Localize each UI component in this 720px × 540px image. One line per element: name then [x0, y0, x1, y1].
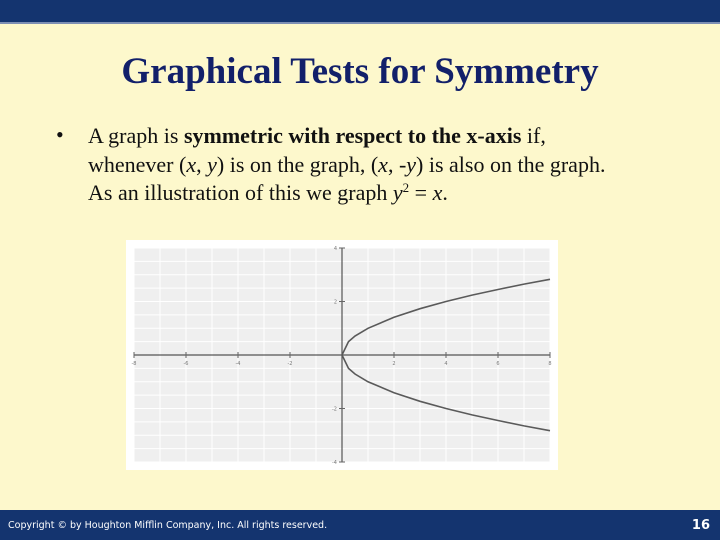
bullet-text: [88, 122, 678, 208]
variable-x: x: [186, 151, 197, 177]
y-tick-label: -2: [332, 406, 337, 413]
variable-y: y: [207, 151, 217, 177]
x-tick-label: -2: [287, 361, 293, 367]
text-run: .: [442, 180, 448, 205]
parabola-graph: [126, 240, 558, 470]
text-run: =: [409, 180, 433, 205]
copyright-text: Copyright © by Houghton Mifflin Company, Inc. All rights reserved.: [8, 520, 328, 531]
emphasis-text: symmetric with respect to the x-axis: [183, 123, 522, 148]
bullet-line-1: [88, 122, 678, 151]
x-tick-label: 6: [496, 361, 500, 367]
graph-image: [126, 240, 558, 470]
text-run: ) is also on the graph.: [416, 151, 606, 177]
text-run: A graph is: [88, 123, 184, 148]
bullet-dot: •: [56, 122, 64, 147]
y-tick-label: 2: [333, 299, 337, 306]
x-tick-label: -6: [183, 361, 189, 367]
bullet-line-2: [88, 151, 678, 180]
text-run: ,: [196, 151, 208, 177]
y-tick-label: 4: [333, 246, 337, 252]
footer-bar: [0, 510, 720, 540]
text-run: As an illustration of this we graph: [88, 180, 393, 205]
variable-x: x: [432, 180, 443, 205]
slide-title: Graphical Tests for Symmetry: [121, 51, 599, 92]
page-number: 16: [691, 518, 710, 533]
exponent: 2: [402, 180, 410, 195]
x-tick-label: 2: [392, 361, 396, 367]
text-run: if,: [521, 123, 546, 148]
variable-x: x: [378, 151, 388, 177]
top-banner-divider: [0, 22, 720, 24]
bullet-line-3: [88, 179, 678, 208]
x-tick-label: 4: [444, 361, 448, 367]
variable-y: y: [406, 151, 417, 177]
text-run: whenever (: [88, 151, 187, 177]
x-tick-label: -8: [131, 361, 137, 367]
y-tick-label: -4: [332, 460, 337, 466]
x-tick-label: -4: [235, 361, 241, 367]
variable-y: y: [392, 180, 403, 205]
text-run: ) is on the graph, (: [216, 151, 379, 177]
top-banner: [0, 0, 720, 22]
text-run: , -: [387, 151, 407, 177]
x-tick-label: 8: [548, 361, 552, 367]
